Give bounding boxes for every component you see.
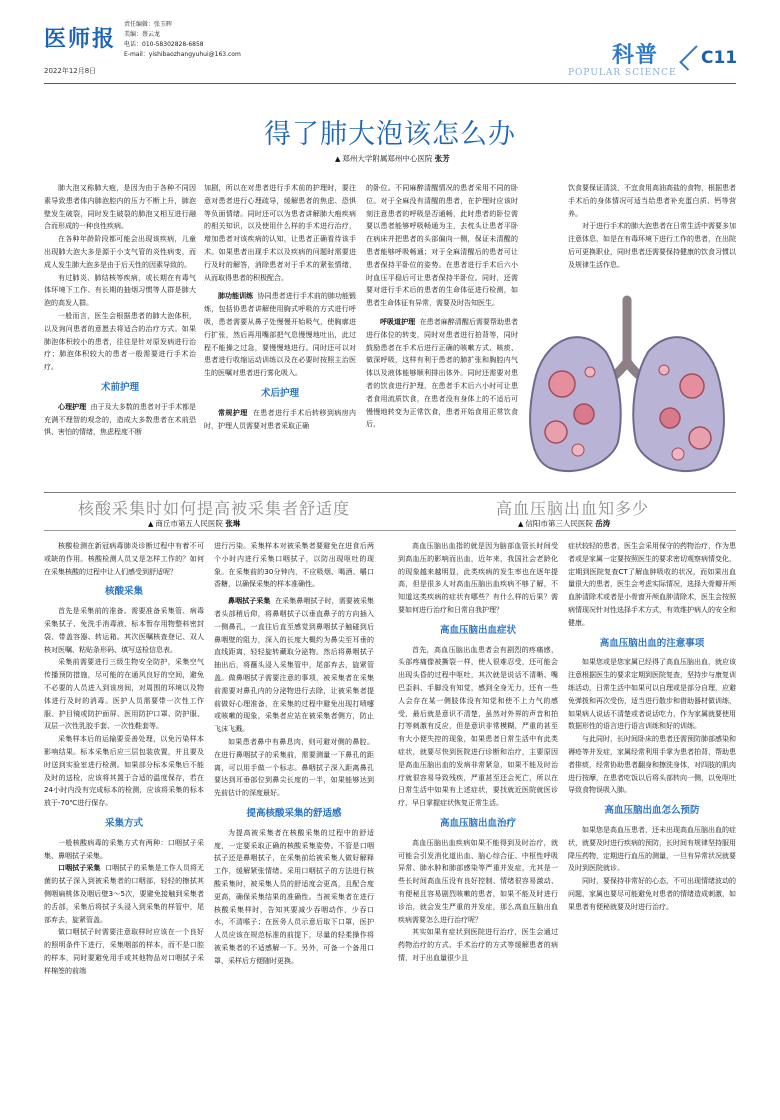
article-title: 得了肺大泡该怎么办 (264, 119, 516, 150)
section-heading: 术后护理 (260, 387, 299, 399)
paragraph-text: 协同患者进行手术前的肺功能锻炼，包括协患者讲解使用胸式呼吸的方式进行呼吸，患者需要从鼻子处慢慢开始吸气，使胸廓进行扩张，然后再用嘴部把气息慢慢地吐出，此过程不能操之过急，要慢慢地进行。同时还可以对患者进行收缩运动训练以及在必要时按照主治医生的医嘱对患者进行雾化吸入。 (204, 292, 356, 378)
lead-term: 鼻咽拭子采集 (228, 597, 271, 606)
paragraph: 高血压脑出血疾病如果不能得到及时治疗，就可能会引发消化道出血、脑心综合征、中枢性呼吸异常、肺水肿和肺部感染等严重并发症，尤其是一些长时间高血压没有良好控制、情绪很容易激动、有便秘且容易剧烈咳嗽的患者，如果不能及时进行诊治，就会发生严重的并发症，那么高血压脑出血疾病需要怎么进行治疗呢？ (398, 838, 558, 924)
paragraph (204, 290, 356, 380)
paragraph: 如果患者鼻中有鼻息肉，则可避对侧的鼻腔。在进行鼻咽拭子的采集前，需要测量一下鼻孔的距离，可以用手做一个标志。鼻咽拭子深入距离鼻孔要达到耳垂部位到鼻尖长度的一半，如果能够达到先前估计的深度最好。 (214, 737, 374, 798)
paragraph: 同时，要保持非常好的心态，不可出现情绪波动的问题，家属也要尽可能避免对患者的情绪造成刺激，如果患者有便秘就要及时进行治疗。 (568, 877, 736, 911)
section-heading: 高血压脑出血治疗 (439, 817, 516, 829)
lead-term: 肺功能训练 (218, 292, 254, 301)
lead-term: 口咽拭子采集 (58, 864, 101, 873)
paragraph: 首先，高血压脑出血患者会有剧烈的疼痛感，头部疼痛像被撕裂一样，使人很难忍受，还可能会出现头昏的过程中呕吐，其次就是说话不清晰、嘴巴歪斜、手脚没有知觉，感到全身无力，还有一些人会存在某一侧肢体没有知觉和使不上力气的感受，最后就是意识不清楚，虽然对外界的声音和拍打等刺激有反应，但是意识非常模糊，严重的甚至有大小便失控的现象，如果患者日常生活中有此类症状，就要尽快到医院进行诊断和治疗，主要原因是高血压脑出血的发病非常紧急，如果不能及时治疗就很容易导致残疾，严重甚至还会死亡，所以在日常生活中如果有上述症状，要找就近医院就医诊疗，早日掌握症状恢复正常生活。 (398, 645, 558, 808)
article-byline (335, 153, 450, 164)
article1-column-2 (204, 182, 356, 484)
article2-column-2 (214, 540, 374, 1112)
byline-org: 信阳市第三人民医院 (525, 519, 593, 528)
section-heading: 采集方式 (104, 817, 143, 829)
article3-byline (518, 518, 610, 529)
paragraph: 与此同时，长时间卧床的患者还需预防肺部感染和褥疮等并发症，家属经常利用手掌为患者拍背，帮助患者排痰，经常协助患者翻身和擦洗身体，对四肢的肌肉进行按摩，在患者吃饭以后将头部转向一侧，以免呕吐导致食物误吸入肺。 (568, 735, 736, 795)
email: E-mail：yishibaozhangyuhui@163.com (124, 51, 241, 58)
section-heading: 核酸采集 (104, 586, 143, 598)
section-subtitle: POPULAR SCIENCE (568, 68, 677, 78)
section-title: 科普 (612, 43, 659, 68)
paragraph: 症状较轻的患者，医生会采用保守的药物治疗，作为患者或是家属一定要按照医生的要求密切观察病情变化，定期到医院复查CT了解血肿吸收的状况，而如果出血量很大的患者，医生会考虑实际情况，选择大骨瓣开颅血肿清除术或者是小骨窗开颅血肿清除术，医生会按照病情现况针对性选择手术方式，有效维护病人的安全和健康。 (568, 542, 736, 627)
paragraph: 对于进行手术的肺大泡患者在日常生活中需要多加注意体息，如是在有毒环境下进行工作的患者，在出院后可更换职业，同时患者还需要保持健康的饮食习惯以及规律生活作息。 (568, 222, 736, 269)
triangle-icon: ▲ (518, 520, 524, 528)
paragraph: 其实如果有症状到医院进行治疗，医生会通过药物治疗的方式、手术治疗的方式等缓解患者的病情，对于出血量很少且 (398, 928, 558, 962)
article2-title: 核酸采集时如何提高被采集者舒适度 (78, 499, 351, 518)
paragraph: 的卧位。不同麻醉清醒情况的患者采用不同的卧位。对于全麻没有清醒的患者，在护理时应该时刻注意患者的呼吸是否通畅，此时患者的卧位需要以患者能够呼吸畅通为主，去枕头让患者平卧在病床并把患者的头部偏向一侧，保证未清醒的患者能够呼吸畅通；对于全麻清醒后的患者可让患者保持平卧位的姿势。在患者进行手术后六小时血压平稳后可让患者保持半卧位。同时，还需要对进行手术后的患者的生命体征进行检测，如患者生命体征有异常，需要及时告知医生。 (366, 184, 518, 308)
triangle-icon: ▲ (148, 520, 154, 528)
article1-column-1 (44, 182, 196, 484)
paragraph: 做口咽拭子时需要注意取样时应该在一个良好的照明条件下进行，采集咽部的样本，而不是口腔的样本，同时要避免用手或其他物品对口咽拭子采样棉签的前端 (44, 928, 204, 975)
paragraph: 肺大泡又称肺大疱，是因为由于各种不同因素导致患者体内肺泡腔内的压力不断上升，肺泡壁发生破裂，同时发生破裂的肺泡又相互进行融合而形成的一种良性疾病。 (44, 184, 196, 231)
paragraph: 进行污染。采集样本对被采集者要避免在进食后两个小时内进行采集口咽拭子，以防出现呕吐的现象。在采集前的30分钟内，不应吸烟、喝酒、嚼口香糖，以确保采集的样本准确性。 (214, 542, 374, 589)
paragraph (366, 316, 518, 431)
article3-column-2 (568, 540, 736, 1112)
paragraph: 如果您是高血压患者，还未出现高血压脑出血的症状，就要及时进行疾病的预防，长时间有规律坚持服用降压药物，定期进行血压的测量，一旦有异常状况就要及时到医院就诊。 (568, 825, 736, 873)
article2-column-1 (44, 540, 204, 1112)
header-divider (44, 83, 736, 84)
paragraph-text: 在采集鼻咽拭子时，需要被采集者头部稍后仰，将鼻咽拭子以垂直鼻子的方向插入一侧鼻孔，一直往后直至感觉到鼻咽拭子触碰到后鼻咽壁的阻力，深入的长度大概约为鼻尖至耳垂的直线距离，轻轻旋转藏取分泌物。然后将鼻咽拭子抽出后，将蘸头浸入采集管中，尾部弃去，旋紧管盖。做鼻咽拭子需要注意的事项，被采集者在采集前需要对鼻孔内的分泌物进行去除，让被采集者提前做好心理准备，在采集的过程中避免出现打喷嚏或咳嗽的现象，采集者应站在被采集者侧方，防止飞沫飞溅。 (214, 597, 374, 734)
paragraph-text: 在患者麻醉清醒后需要帮助患者进行体位的转变，同时对患者进行拍背等，同时鼓励患者在手术后进行正确的咳嗽方式、咳痰、做深呼吸，这样有利于患者的肺扩张和胸腔内气体以及液体能够顺利排出体外。同时还需要对患者的饮食进行护理，在患者手术后六小时可让患者食用流质饮食，在患者没有身体上的不适后可慢慢地转变为正常饮食，患者开始食用正常饮食后， (366, 317, 518, 429)
editor: 责任编辑：张玉晖 (124, 21, 173, 28)
lead-term: 常规护理 (218, 408, 248, 417)
paragraph (214, 595, 374, 736)
designer: 美编：蔡云龙 (124, 31, 161, 38)
paragraph: 如果您或是您家属已经得了高血压脑出血，就应该注意根据医生的要求定期到医院复查，坚持步与康复训练活动，日常生活中如果可以自理或是部分自理，应避免弹拨和再次受伤，适当进行散步和借助器材做训练，如果病人说话不清楚或者说话吃力，作为家属就要使用数据形性的语言进行语言训练和好的训练。 (568, 658, 736, 731)
section-heading: 提高核酸采集的舒适感 (246, 807, 342, 819)
article2-byline (148, 518, 240, 529)
section-divider (44, 492, 736, 493)
article1-column-3 (366, 182, 518, 484)
paragraph: 核酸检测在新冠病毒肺炎诊断过程中有着不可或缺的作用。核酸检测人员又是怎样工作的？如何在采集核酸的过程中让人们感受到舒适呢？ (44, 542, 204, 576)
article3-title: 高血压脑出血知多少 (496, 499, 650, 518)
paragraph: 有过肺炎、肺结核等疾病，或长期在有毒气体环境下工作、有长期的抽烟习惯等人群是肺大泡的高发人群。 (44, 273, 196, 308)
editor-info (124, 20, 241, 60)
paragraph: 高血压脑出血指的就是因为脑部血管长时间受到高血压的影响而出血，近年来，我国社会老龄化的现象越来越明显，此类疾病的发生率也在逐年提高，但是很多人对高血压脑出血疾病不够了解，不知道这类疾病的症状有哪些？有什么样的后果？需要如何进行治疗和日常自我护理？ (398, 542, 558, 614)
paragraph (44, 862, 204, 926)
paragraph-text: 口咽拭子的采集是工作人员将无菌的拭子深入到被采集者的口咽部，轻轻的擦拭其侧咽扁桃体及咽后壁3～5次，要避免接触到采集者的舌部，采集后将拭子头浸入到采集的样管中，尾部弃去，旋紧管盖。 (44, 864, 204, 924)
paragraph-text: 在患者进行手术后转移到病房内时，护理人员需要对患者采取正确 (204, 408, 356, 430)
paragraph: 一般核酸病毒的采集方式有两种：口咽拭子采集、鼻咽拭子采集。 (44, 838, 204, 860)
byline-author: 张琳 (225, 519, 241, 528)
paragraph: 采集样本后的运输要妥善处理，以免污染样本影响结果。标本采集后应三层包装放置，并且要及时送到实验室进行检测。如果部分标本采集后不能及时的送检，应该将其置于合适的温度保存，若在24小时内没有完成标本的检测，应该将采集的标本放于-70℃进行保存。 (44, 735, 204, 808)
paragraph: 一般而言，医生会根据患者的肺大泡体积，以及询问患者的意愿去将适合的治疗方式。如果肺泡体积较小的患者，往往是针对原发病进行治疗；肺泡体积较大的患者一般需要进行手术治疗。 (44, 311, 196, 372)
paragraph-text: 由于及大多数的患者对于手术都是充满不理智的观念的，造成大多数患者在术前恐惧、害怕的情绪，焦虑程度不断 (44, 402, 196, 437)
paragraph: 采集前需要进行三级生物安全防护，采集空气传播预防措施，尽可能的在通风良好的空间，避免不必要的人员进入到该房间，对周围的环境以及物体进行及时的消毒。医护人员需要带一次性工作服、护目镜或防护面屏、医用防护口罩、防护服、双层一次性乳胶手套、一次性鞋套等。 (44, 658, 204, 731)
section-heading: 高血压脑出血怎么预防 (604, 805, 700, 817)
byline-author: 张芳 (434, 154, 450, 163)
byline-org: 商丘市第五人民医院 (155, 519, 223, 528)
paragraph: 加剧，所以在对患者进行手术前的护理时，要注意对患者进行心理疏导，缓解患者的焦虑、恐惧等负面情绪。同时还可以为患者讲解肺大疱疾病的相关知识，以及使用什么样的手术进行治疗，增加患者对该疾病的认知，让患者正确看待该手术。如果患者出现手术以及疾病的问题时需要进行及时的解答，消除患者对于手术的紧张情绪，从而取得患者的积极配合。 (204, 184, 356, 282)
section-divider (44, 530, 736, 531)
phone: 电话：010-58302828-6858 (124, 41, 204, 48)
lungs-illustration (520, 292, 735, 478)
lead-term: 心理护理 (58, 402, 87, 411)
paragraph: 首先是采集前的准备。需要准备采集管、病毒采集拭子、免洗手消毒液、标本暂存用物整料密封袋、带盖容器、转运箱。其次医嘱核查登记、双人核对医嘱、粘贴条形码、填写送检信息表。 (44, 607, 204, 654)
paragraph (44, 401, 196, 439)
paragraph: 为提高被采集者在核酸采集的过程中的舒适度，一定要采取正确的核酸采集姿势。不管是口咽拭子还是鼻咽拭子，在采集前给被采集人做好解释工作，缓解紧张情绪。采用口咽拭子的方法进行核酸采集时，被采集人员的舒适度会更高，且配合度更高，确保采集结果的准确性。当被采集者在进行核酸采集样时，告知其要减少吞咽动作，少吞口水，不清喉子；在医务人员示意后取下口罩，医护人员应该在规范标准的前提下，尽量的轻柔操作将被采集者的不适感解一下。另外，可备一个备用口罩，采样后方便随时更换。 (214, 828, 374, 965)
byline-org: 郑州大学附属郑州中心医院 (342, 154, 433, 163)
paragraph: 在各种年龄阶段都可能会出现该疾病，儿童出现肺大泡大多是源于小支气管的炎性病变，而成人发生肺大泡多是由于后天性的因素导致的。 (44, 235, 196, 269)
article3-column-1 (398, 540, 558, 1112)
triangle-icon: ▲ (335, 155, 341, 163)
section-heading: 高血压脑出血的注意事项 (599, 637, 705, 649)
article1-column-4 (568, 182, 736, 292)
paragraph: 饮食要保证清淡，不宜食用高油高盐的食物，根据患者手术后的身体情况可适当给患者补充蛋白质、钙等营养。 (568, 184, 736, 218)
paragraph (204, 407, 356, 433)
page-number: C11 (701, 48, 738, 68)
lead-term: 呼吸道护理 (380, 317, 416, 326)
issue-date: 2022年12月8日 (44, 67, 97, 75)
byline-author: 岳涛 (595, 519, 611, 528)
newspaper-logo: 医师报 (44, 26, 117, 52)
section-heading: 术前护理 (100, 381, 139, 393)
section-heading: 高血压脑出血症状 (439, 624, 516, 636)
